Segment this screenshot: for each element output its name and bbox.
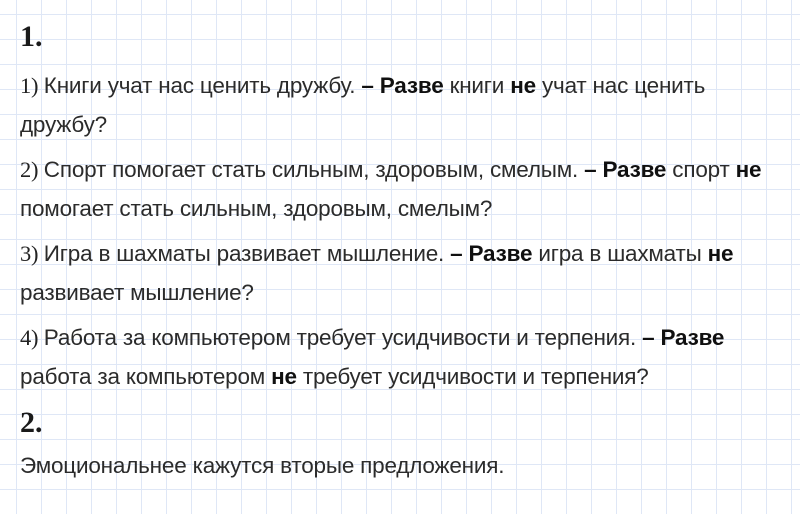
exercise-items	[20, 66, 782, 396]
body-text: Книги учат нас ценить дружбу.	[43, 73, 362, 98]
body-text: дружбу?	[20, 112, 107, 137]
exercise-item	[20, 66, 782, 144]
text-line	[20, 105, 782, 144]
text-line	[20, 234, 782, 273]
emphasis-text: – Разве	[450, 241, 533, 266]
item-number: 3)	[20, 241, 44, 266]
emphasis-text: не	[735, 157, 762, 182]
body-text: игра в шахматы	[532, 241, 708, 266]
body-text: требует усидчивости и терпения?	[296, 364, 649, 389]
exercise-item	[20, 234, 782, 312]
body-text: книги	[443, 73, 511, 98]
task-number-2: 2.	[20, 406, 43, 439]
body-text: Работа за компьютером требует усидчивости и терпения.	[43, 325, 643, 350]
body-text: развивает мышление?	[20, 280, 254, 305]
task-number-1: 1.	[20, 20, 43, 53]
emphasis-text: – Разве	[642, 325, 725, 350]
text-line	[20, 357, 782, 396]
text-line	[20, 66, 782, 105]
answer-text: Эмоциональнее кажутся вторые предложения.	[20, 453, 505, 478]
body-text: спорт	[666, 157, 736, 182]
emphasis-text: не	[510, 73, 536, 98]
exercise-item	[20, 318, 782, 396]
emphasis-text: не	[707, 241, 734, 266]
body-text: учат нас ценить	[535, 73, 706, 98]
body-text: работа за компьютером	[20, 364, 272, 389]
item-number: 1)	[20, 73, 44, 98]
item-number: 4)	[20, 325, 44, 350]
text-line	[20, 273, 782, 312]
body-text: Спорт помогает стать сильным, здоровым, смелым.	[43, 157, 585, 182]
body-text: Игра в шахматы развивает мышление.	[43, 241, 451, 266]
emphasis-text: – Разве	[584, 157, 667, 182]
answer-line	[20, 446, 782, 485]
text-line	[20, 318, 782, 357]
text-line	[20, 189, 782, 228]
emphasis-text: – Разве	[361, 73, 444, 98]
exercise-item	[20, 150, 782, 228]
item-number: 2)	[20, 157, 44, 182]
emphasis-text: не	[271, 364, 297, 389]
text-line	[20, 150, 782, 189]
body-text: помогает стать сильным, здоровым, смелым?	[20, 196, 493, 221]
